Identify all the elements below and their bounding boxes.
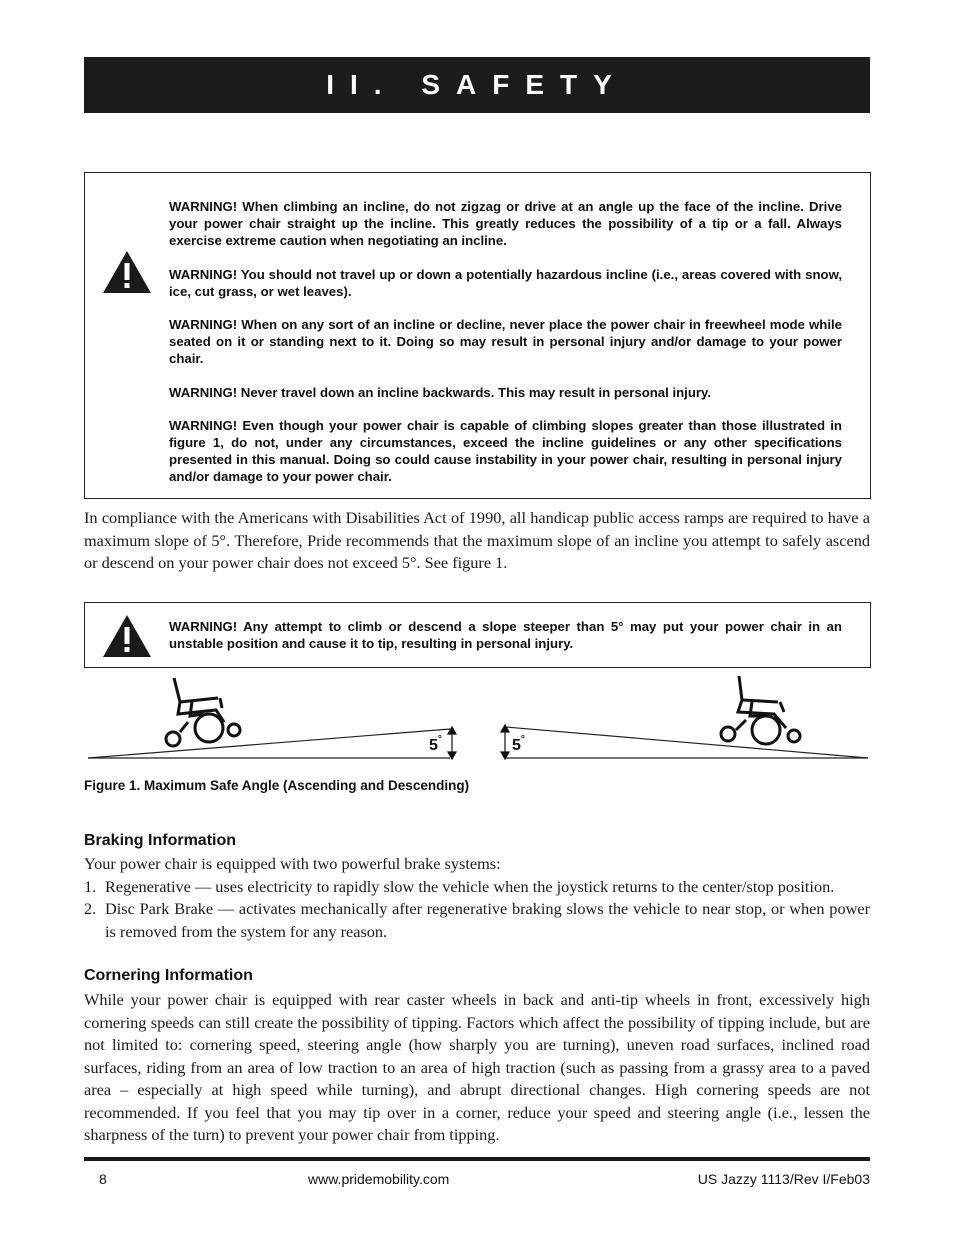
list-item — [84, 876, 870, 899]
list-item — [84, 898, 870, 943]
warning-paragraph: WARNING! Never travel down an incline backwards. This may result in personal injury. — [169, 384, 712, 400]
ada-paragraph — [84, 507, 870, 575]
angle-arrow-icon — [501, 725, 509, 759]
descending-angle-label: 5° — [512, 734, 525, 754]
angle-arrow-icon — [448, 727, 456, 759]
braking-intro: Your power chair is equipped with two powerful brake systems: — [84, 854, 501, 873]
slope-warning-box — [84, 602, 871, 668]
footer-rule — [84, 1157, 870, 1161]
cornering-text: While your power chair is equipped with rear caster wheels in back and anti-tip wheels in front, excessively high cornering speeds can still create the possibility of tipping. Factors which affect the possibility of tipping include, but are not limited to: cornering speed, steering angle (how sharply you are turning), uneven road surfaces, inclined road surfaces, riding from an area of low traction to an area of high traction (such as passing from a grassy area to a paved area – especially at high speed while turning), and abrupt directional changes. High cornering speeds are not recommended. If you feel that you may tip over in a corner, reduce your speed and steering angle (i.e., lessen the sharpness of the turn) to prevent your power chair from tipping. — [84, 990, 870, 1144]
cornering-heading: Cornering Information — [84, 967, 253, 984]
warning-triangle-icon — [101, 613, 153, 659]
footer-doc-ref: US Jazzy 1113/Rev I/Feb03 — [697, 1171, 870, 1187]
ascending-incline-diagram — [88, 678, 456, 759]
warning-paragraph: WARNING! Any attempt to climb or descend a slope steeper than 5° may put your power chair in an unstable position and cause it to tip, resulting in personal injury. — [169, 619, 842, 651]
braking-section — [84, 853, 870, 943]
descending-incline-diagram — [501, 676, 868, 759]
section-header — [84, 57, 870, 113]
warning-paragraph: WARNING! When on any sort of an incline or decline, never place the power chair in freewheel mode while seated on it or standing next to it. Doing so may result in personal injury and/or damage to your power chair. — [169, 317, 842, 366]
warning-paragraph: WARNING! You should not travel up or down a potentially hazardous incline (i.e., areas covered with snow, ice, cut grass, or wet leaves). — [169, 266, 842, 299]
page-number: 8 — [99, 1171, 107, 1187]
ada-text: In compliance with the Americans with Disabilities Act of 1990, all handicap public access ramps are required to have a maximum slope of 5°. Therefore, Pride recommends that the maximum slope of an incline you attempt to safely ascend or descend on your power chair does not exceed 5°. See figure 1. — [84, 508, 870, 572]
power-chair-icon — [166, 678, 240, 746]
incline-figure — [84, 672, 870, 764]
power-chair-icon — [721, 676, 800, 744]
slope-warning-text — [169, 618, 842, 652]
ascending-angle-label: 5° — [429, 734, 442, 754]
warning-paragraph: WARNING! Even though your power chair is capable of climbing slopes greater than those illustrated in figure 1, do not, under any circumstances, exceed the incline guidelines or any other specifications presented in this manual. Doing so could cause instability in your power chair, resulting in personal injury and/or damage to your power chair. — [169, 418, 842, 484]
list-number: 1. — [84, 876, 97, 896]
incline-warning-text — [169, 198, 842, 485]
list-text: Regenerative — uses electricity to rapidly slow the vehicle when the joystick returns to the center/stop position. — [105, 876, 835, 896]
figure-caption: Figure 1. Maximum Safe Angle (Ascending and Descending) — [84, 778, 470, 793]
list-number: 2. — [84, 899, 97, 918]
incline-warning-box — [84, 172, 871, 499]
warning-paragraph: WARNING! When climbing an incline, do not zigzag or drive at an angle up the face of the incline. Drive your power chair straight up the incline. This greatly reduces the possibility of a tip or a fall. Always exercise extreme caution when negotiating an incline. — [169, 199, 842, 248]
warning-triangle-icon — [101, 249, 153, 295]
footer-website-link[interactable]: www.pridemobility.com — [308, 1171, 450, 1187]
cornering-section — [84, 989, 870, 1147]
section-title: II. SAFETY — [326, 69, 628, 100]
list-text: Disc Park Brake — activates mechanically after regenerative braking slows the vehicle to near stop, or when power is removed from the system for any reason. — [105, 899, 870, 941]
braking-heading: Braking Information — [84, 832, 237, 849]
